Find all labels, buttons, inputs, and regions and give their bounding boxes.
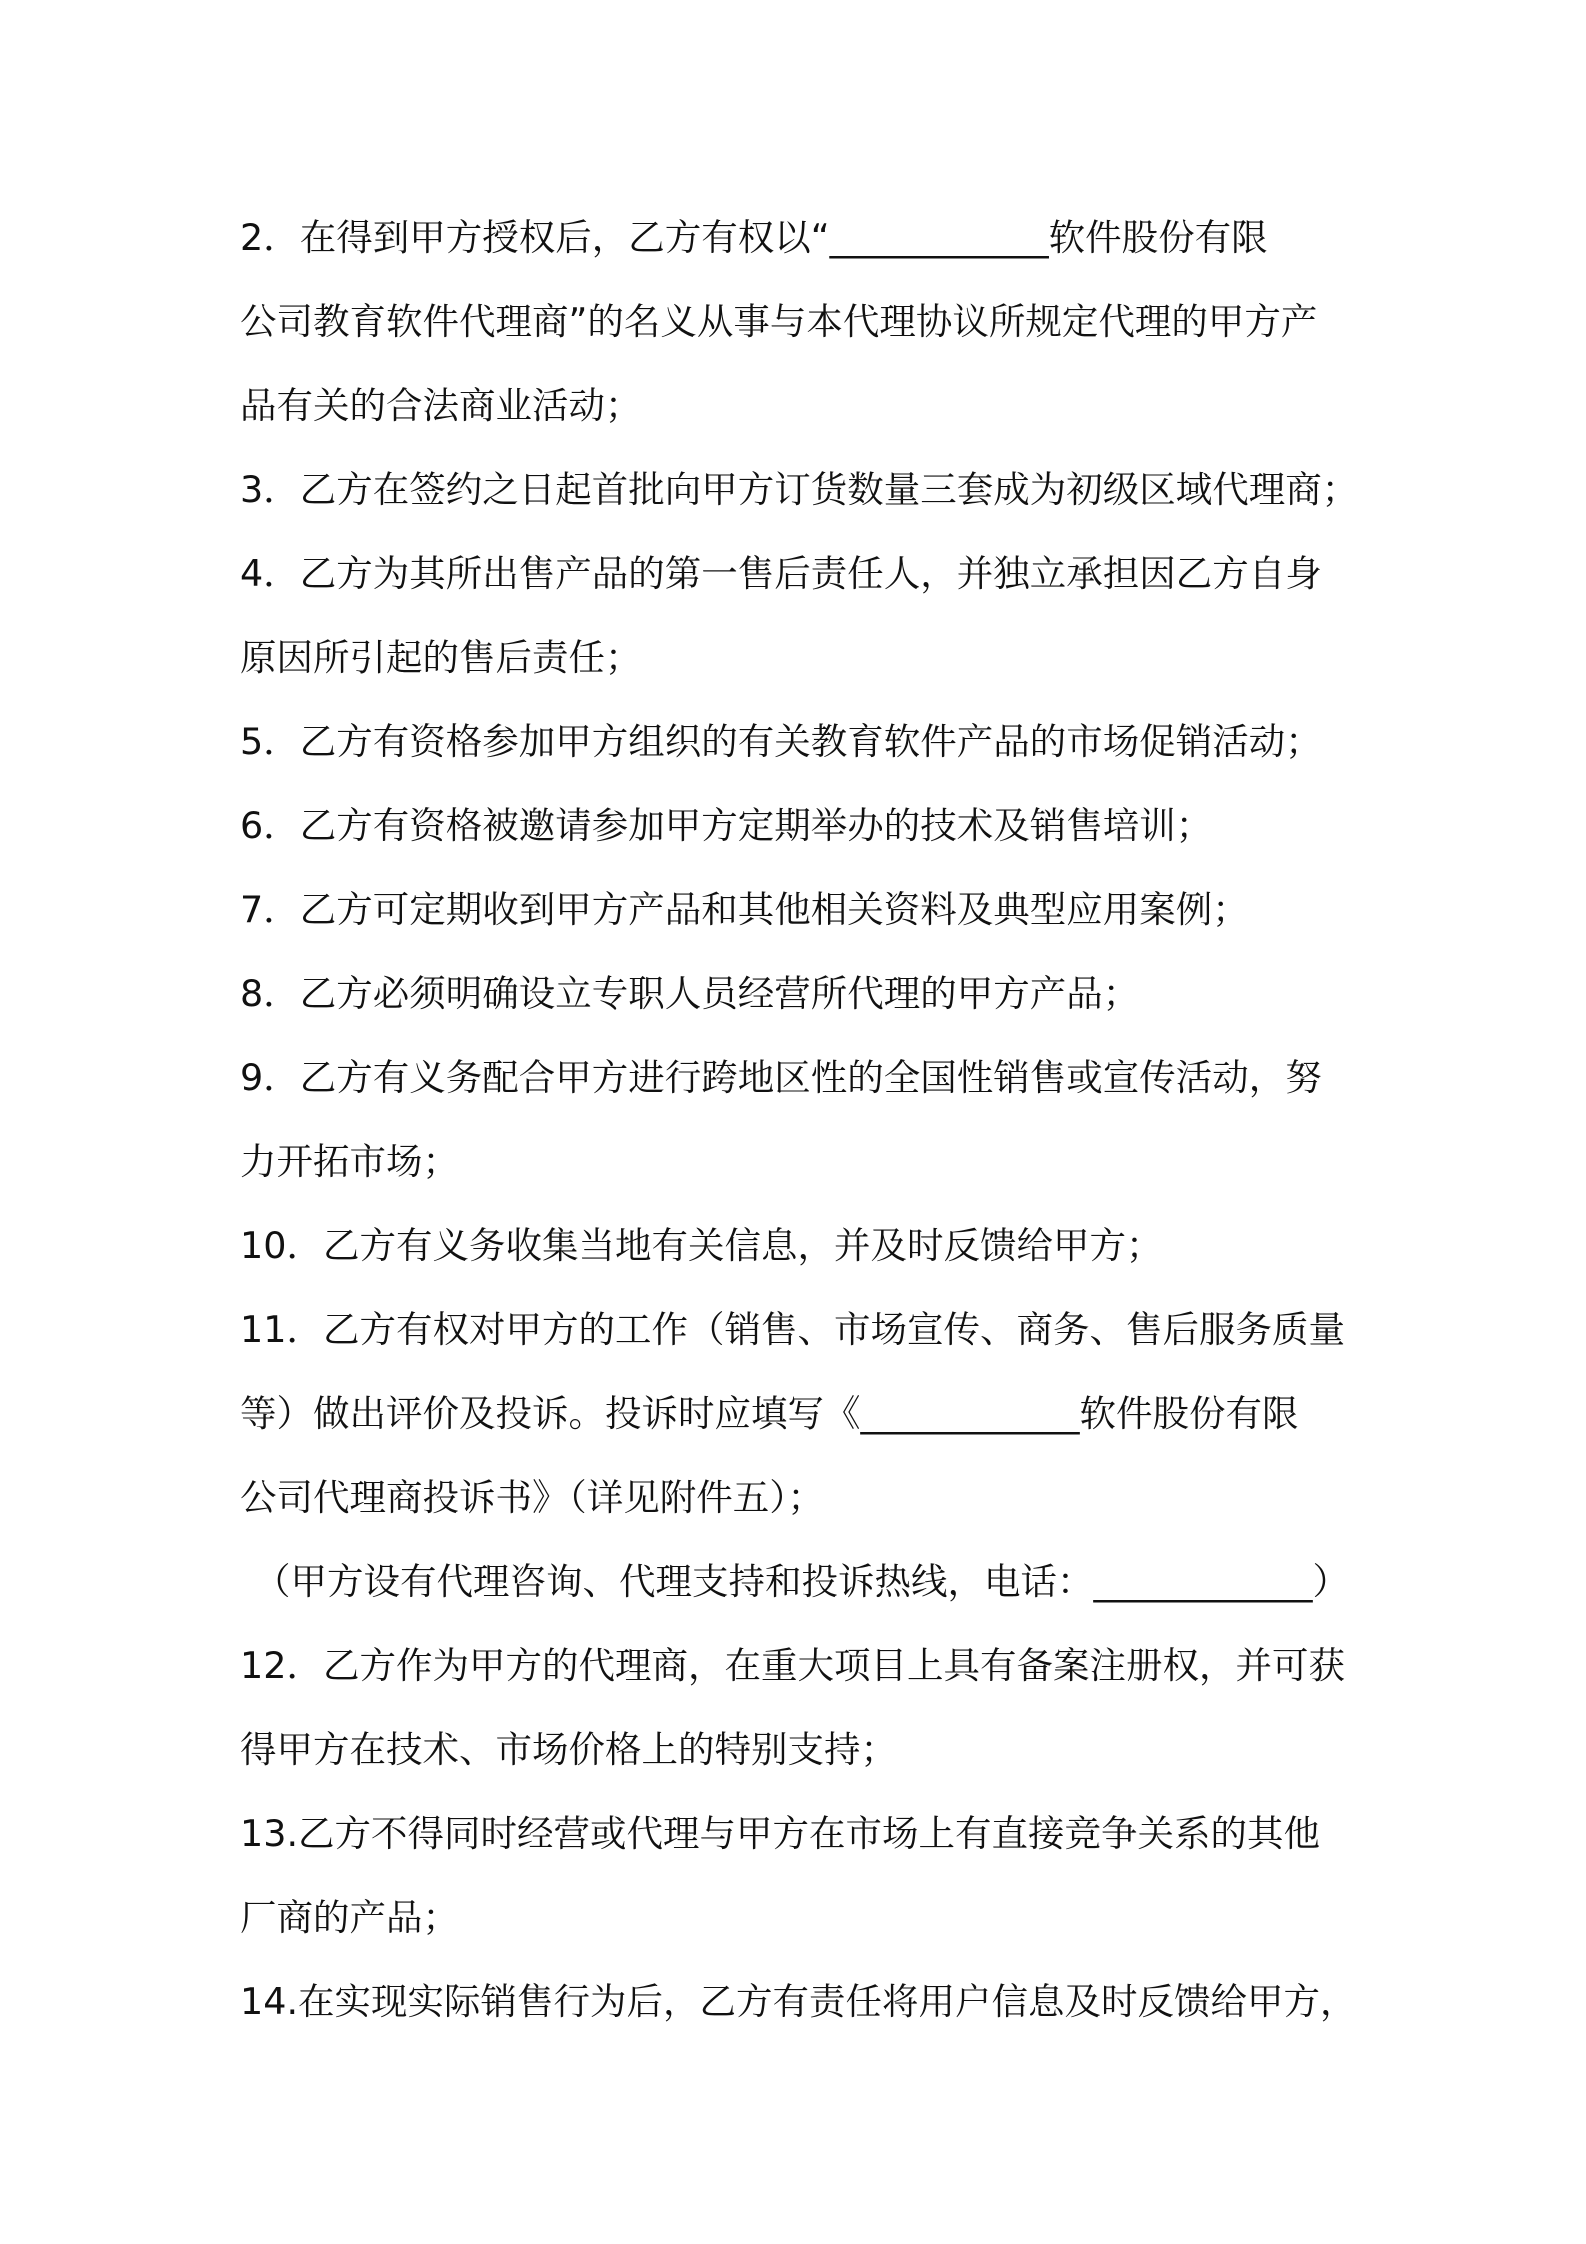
text-line: 10．乙方有义务收集当地有关信息，并及时反馈给甲方； <box>240 1224 1163 1267</box>
text-line: 7．乙方可定期收到甲方产品和其他相关资料及典型应用案例； <box>240 888 1249 931</box>
text-line: 公司教育软件代理商”的名义从事与本代理协议所规定代理的甲方产 <box>240 300 1318 343</box>
text-line: 4．乙方为其所出售产品的第一售后责任人，并独立承担因乙方自身 <box>240 552 1322 595</box>
text-line: 品有关的合法商业活动； <box>240 384 642 427</box>
hotline-note: （甲方设有代理咨询、代理支持和投诉热线，电话：____________） <box>254 1560 1349 1603</box>
text-line: 13.乙方不得同时经营或代理与甲方在市场上有直接竞争关系的其他 <box>240 1812 1321 1855</box>
text-line: 9．乙方有义务配合甲方进行跨地区性的全国性销售或宣传活动，努 <box>240 1056 1322 1099</box>
text-line: 公司代理商投诉书》（详见附件五）； <box>240 1476 824 1519</box>
text-line: 厂商的产品； <box>240 1896 459 1939</box>
text-line: 力开拓市场； <box>240 1140 459 1183</box>
text-line: 得甲方在技术、市场价格上的特别支持； <box>240 1728 897 1771</box>
text-line: 5．乙方有资格参加甲方组织的有关教育软件产品的市场促销活动； <box>240 720 1322 763</box>
text-line: 等）做出评价及投诉。投诉时应填写《____________软件股份有限 <box>240 1392 1299 1435</box>
text-line: 12．乙方作为甲方的代理商，在重大项目上具有备案注册权，并可获 <box>240 1644 1345 1687</box>
text-line: 6．乙方有资格被邀请参加甲方定期举办的技术及销售培训； <box>240 804 1213 847</box>
text-line: 11．乙方有权对甲方的工作（销售、市场宣传、商务、售后服务质量 <box>240 1308 1345 1351</box>
text-line: 14.在实现实际销售行为后，乙方有责任将用户信息及时反馈给甲方， <box>240 1980 1357 2023</box>
text-line: 3．乙方在签约之日起首批向甲方订货数量三套成为初级区域代理商； <box>240 468 1359 511</box>
text-line: 2．在得到甲方授权后，乙方有权以“____________软件股份有限 <box>240 216 1268 259</box>
document-body <box>240 196 1560 2044</box>
text-line: 原因所引起的售后责任； <box>240 636 642 679</box>
text-line: 8．乙方必须明确设立专职人员经营所代理的甲方产品； <box>240 972 1140 1015</box>
